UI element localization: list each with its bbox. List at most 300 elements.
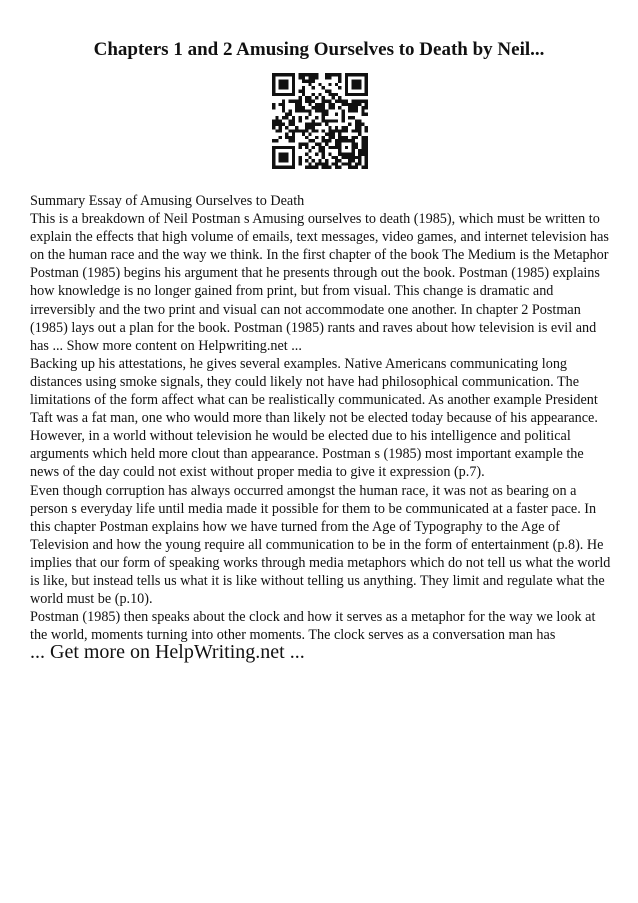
qr-module xyxy=(328,103,331,106)
qr-module xyxy=(355,166,358,169)
qr-module xyxy=(315,129,318,132)
qr-module xyxy=(351,152,354,155)
qr-module xyxy=(318,83,321,86)
qr-module xyxy=(322,129,325,132)
qr-module xyxy=(345,80,348,83)
qr-module xyxy=(308,166,311,169)
qr-module xyxy=(289,136,292,139)
qr-module xyxy=(322,106,325,109)
qr-module xyxy=(342,103,345,106)
qr-module xyxy=(325,162,328,165)
qr-module xyxy=(318,162,321,165)
qr-module xyxy=(315,76,318,79)
qr-module xyxy=(308,96,311,99)
qr-module xyxy=(272,159,275,162)
qr-module xyxy=(351,86,354,89)
qr-module xyxy=(282,103,285,106)
qr-module xyxy=(285,133,288,136)
qr-module xyxy=(272,123,275,126)
qr-module xyxy=(322,156,325,159)
qr-module xyxy=(279,126,282,129)
qr-module xyxy=(298,99,301,102)
qr-module xyxy=(365,139,368,142)
qr-module xyxy=(305,123,308,126)
qr-module xyxy=(292,119,295,122)
qr-module xyxy=(361,146,364,149)
qr-module xyxy=(282,123,285,126)
qr-module xyxy=(338,96,341,99)
qr-module xyxy=(298,96,301,99)
qr-module xyxy=(358,80,361,83)
qr-module xyxy=(282,156,285,159)
qr-module xyxy=(292,133,295,136)
qr-module xyxy=(361,73,364,76)
qr-module xyxy=(365,106,368,109)
qr-module xyxy=(315,73,318,76)
qr-module xyxy=(358,119,361,122)
qr-module xyxy=(338,136,341,139)
qr-module xyxy=(325,113,328,116)
qr-module xyxy=(322,116,325,119)
qr-module xyxy=(345,136,348,139)
qr-module xyxy=(289,166,292,169)
qr-module xyxy=(292,136,295,139)
qr-module xyxy=(282,109,285,112)
qr-module xyxy=(279,129,282,132)
qr-module xyxy=(365,156,368,159)
qr-module xyxy=(295,129,298,132)
qr-module xyxy=(275,116,278,119)
qr-module xyxy=(322,86,325,89)
get-more-link[interactable]: ... Get more on HelpWriting.net ... xyxy=(30,641,305,663)
qr-module xyxy=(298,116,301,119)
qr-module xyxy=(335,166,338,169)
qr-module xyxy=(355,83,358,86)
qr-module xyxy=(322,146,325,149)
qr-module xyxy=(338,129,341,132)
qr-module xyxy=(298,106,301,109)
qr-module xyxy=(318,123,321,126)
qr-module xyxy=(282,106,285,109)
qr-module xyxy=(322,96,325,99)
qr-code-icon[interactable] xyxy=(272,73,368,169)
qr-module xyxy=(328,133,331,136)
qr-module xyxy=(312,106,315,109)
qr-module xyxy=(279,166,282,169)
qr-module xyxy=(272,76,275,79)
qr-module xyxy=(275,146,278,149)
qr-module xyxy=(305,152,308,155)
qr-module xyxy=(272,156,275,159)
qr-module xyxy=(279,86,282,89)
qr-module xyxy=(332,136,335,139)
qr-module xyxy=(308,149,311,152)
qr-module xyxy=(328,166,331,169)
qr-module xyxy=(351,149,354,152)
qr-module xyxy=(365,99,368,102)
qr-module xyxy=(272,162,275,165)
qr-module xyxy=(285,156,288,159)
qr-module xyxy=(365,162,368,165)
qr-module xyxy=(361,166,364,169)
qr-module xyxy=(318,146,321,149)
qr-module xyxy=(358,159,361,162)
qr-module xyxy=(302,73,305,76)
qr-module xyxy=(338,143,341,146)
qr-module xyxy=(348,156,351,159)
qr-module xyxy=(312,93,315,96)
qr-module xyxy=(295,103,298,106)
qr-module xyxy=(279,119,282,122)
qr-module xyxy=(275,119,278,122)
qr-module xyxy=(351,116,354,119)
qr-module xyxy=(298,90,301,93)
document-title: Chapters 1 and 2 Amusing Ourselves to Death by Neil... xyxy=(93,39,545,60)
qr-module xyxy=(279,152,282,155)
qr-module xyxy=(335,156,338,159)
qr-module xyxy=(345,90,348,93)
qr-module xyxy=(282,146,285,149)
qr-module xyxy=(365,136,368,139)
qr-module xyxy=(282,86,285,89)
qr-module xyxy=(308,133,311,136)
qr-module xyxy=(282,93,285,96)
qr-module xyxy=(355,73,358,76)
qr-module xyxy=(328,126,331,129)
qr-module xyxy=(292,159,295,162)
qr-module xyxy=(345,126,348,129)
qr-module xyxy=(308,123,311,126)
qr-module xyxy=(298,73,301,76)
qr-module xyxy=(351,129,354,132)
qr-module xyxy=(328,139,331,142)
qr-module xyxy=(348,152,351,155)
qr-module xyxy=(295,126,298,129)
qr-module xyxy=(292,80,295,83)
qr-module xyxy=(289,146,292,149)
qr-module xyxy=(358,73,361,76)
qr-module xyxy=(348,103,351,106)
qr-module xyxy=(282,73,285,76)
qr-module xyxy=(292,93,295,96)
qr-module xyxy=(332,73,335,76)
qr-module xyxy=(308,99,311,102)
qr-module xyxy=(335,126,338,129)
qr-module xyxy=(295,99,298,102)
qr-module xyxy=(302,106,305,109)
qr-module xyxy=(361,143,364,146)
qr-module xyxy=(305,80,308,83)
qr-module xyxy=(289,119,292,122)
qr-module xyxy=(289,73,292,76)
qr-module xyxy=(342,109,345,112)
qr-module xyxy=(345,93,348,96)
qr-module xyxy=(342,156,345,159)
qr-module xyxy=(302,80,305,83)
qr-module xyxy=(335,146,338,149)
qr-module xyxy=(365,166,368,169)
qr-module xyxy=(298,146,301,149)
qr-module xyxy=(279,159,282,162)
qr-module xyxy=(351,166,354,169)
qr-module xyxy=(351,136,354,139)
qr-module xyxy=(305,109,308,112)
qr-module xyxy=(365,113,368,116)
qr-module xyxy=(292,149,295,152)
qr-module xyxy=(365,103,368,106)
qr-module xyxy=(292,83,295,86)
qr-module xyxy=(335,113,338,116)
qr-module xyxy=(308,80,311,83)
qr-module xyxy=(355,129,358,132)
qr-module xyxy=(285,136,288,139)
qr-module xyxy=(361,109,364,112)
qr-module xyxy=(325,133,328,136)
qr-module xyxy=(272,106,275,109)
qr-module xyxy=(332,162,335,165)
qr-module xyxy=(351,139,354,142)
qr-module xyxy=(358,99,361,102)
qr-module xyxy=(292,90,295,93)
qr-module xyxy=(315,143,318,146)
qr-module xyxy=(342,152,345,155)
qr-module xyxy=(292,166,295,169)
qr-module xyxy=(272,90,275,93)
qr-module xyxy=(282,116,285,119)
qr-module xyxy=(322,119,325,122)
qr-module xyxy=(322,136,325,139)
qr-module xyxy=(312,80,315,83)
qr-module xyxy=(348,159,351,162)
qr-module xyxy=(292,73,295,76)
qr-module xyxy=(325,73,328,76)
qr-module xyxy=(328,93,331,96)
qr-module xyxy=(332,103,335,106)
qr-module xyxy=(305,126,308,129)
qr-module xyxy=(318,109,321,112)
qr-module xyxy=(338,76,341,79)
qr-module xyxy=(308,139,311,142)
qr-module xyxy=(305,143,308,146)
qr-module xyxy=(328,76,331,79)
qr-module xyxy=(292,99,295,102)
qr-module xyxy=(272,119,275,122)
qr-module xyxy=(345,146,348,149)
qr-module xyxy=(298,129,301,132)
qr-module xyxy=(328,90,331,93)
qr-module xyxy=(345,86,348,89)
qr-module xyxy=(325,139,328,142)
qr-module xyxy=(348,139,351,142)
qr-module xyxy=(328,99,331,102)
qr-module xyxy=(325,99,328,102)
qr-module xyxy=(355,86,358,89)
qr-module xyxy=(361,149,364,152)
qr-module xyxy=(272,152,275,155)
qr-module xyxy=(355,143,358,146)
qr-module xyxy=(302,86,305,89)
qr-module xyxy=(302,93,305,96)
qr-module xyxy=(312,159,315,162)
qr-module xyxy=(342,113,345,116)
qr-module xyxy=(315,162,318,165)
qr-module xyxy=(345,129,348,132)
qr-module xyxy=(279,123,282,126)
qr-module xyxy=(342,119,345,122)
qr-module xyxy=(351,146,354,149)
qr-module xyxy=(279,93,282,96)
qr-module xyxy=(272,126,275,129)
qr-module xyxy=(342,126,345,129)
qr-module xyxy=(285,146,288,149)
qr-module xyxy=(312,99,315,102)
qr-module xyxy=(355,146,358,149)
qr-module xyxy=(302,133,305,136)
qr-module xyxy=(308,83,311,86)
qr-module xyxy=(285,126,288,129)
qr-module xyxy=(361,136,364,139)
qr-module xyxy=(338,159,341,162)
qr-module xyxy=(272,149,275,152)
qr-module xyxy=(308,113,311,116)
qr-module xyxy=(361,113,364,116)
qr-module xyxy=(365,152,368,155)
qr-module xyxy=(328,83,331,86)
qr-module xyxy=(275,139,278,142)
qr-module xyxy=(305,166,308,169)
qr-module xyxy=(292,123,295,126)
qr-module xyxy=(295,109,298,112)
qr-module xyxy=(342,116,345,119)
qr-module xyxy=(318,106,321,109)
qr-module xyxy=(289,123,292,126)
qr-module xyxy=(325,90,328,93)
qr-module xyxy=(345,73,348,76)
qr-module xyxy=(325,143,328,146)
qr-module xyxy=(355,99,358,102)
qr-module xyxy=(322,149,325,152)
qr-module xyxy=(338,86,341,89)
qr-module xyxy=(285,152,288,155)
qr-module xyxy=(282,152,285,155)
qr-module xyxy=(275,166,278,169)
qr-module xyxy=(348,116,351,119)
qr-module xyxy=(292,116,295,119)
qr-module xyxy=(338,106,341,109)
qr-module xyxy=(358,126,361,129)
qr-module xyxy=(275,93,278,96)
qr-module xyxy=(315,109,318,112)
qr-module xyxy=(358,83,361,86)
qr-module xyxy=(355,123,358,126)
qr-module xyxy=(335,83,338,86)
qr-module xyxy=(351,109,354,112)
qr-module xyxy=(275,123,278,126)
qr-module xyxy=(322,166,325,169)
qr-module xyxy=(335,143,338,146)
qr-module xyxy=(328,129,331,132)
qr-module xyxy=(272,146,275,149)
qr-module xyxy=(289,99,292,102)
qr-module xyxy=(272,93,275,96)
qr-module xyxy=(322,99,325,102)
qr-module xyxy=(298,162,301,165)
qr-module xyxy=(295,106,298,109)
qr-module xyxy=(289,129,292,132)
qr-module xyxy=(272,83,275,86)
qr-module xyxy=(292,76,295,79)
qr-module xyxy=(279,80,282,83)
qr-module xyxy=(298,76,301,79)
qr-module xyxy=(328,152,331,155)
qr-module xyxy=(332,96,335,99)
qr-module xyxy=(328,73,331,76)
qr-module xyxy=(305,146,308,149)
qr-module xyxy=(348,106,351,109)
qr-module xyxy=(275,73,278,76)
qr-module xyxy=(365,80,368,83)
qr-module xyxy=(305,116,308,119)
qr-module xyxy=(322,109,325,112)
qr-module xyxy=(292,162,295,165)
qr-module xyxy=(338,80,341,83)
qr-module xyxy=(292,156,295,159)
qr-module xyxy=(361,123,364,126)
paragraph-clock: Postman (1985) then speaks about the clock and how it serves as a metaphor for the way we look at the world, moments turning into other moments. The clock serves as a conversation man has xyxy=(30,609,596,644)
qr-module xyxy=(312,119,315,122)
qr-module xyxy=(365,93,368,96)
qr-module xyxy=(358,129,361,132)
essay-heading: Summary Essay of Amusing Ourselves to Death xyxy=(30,193,305,209)
qr-module xyxy=(348,73,351,76)
qr-module xyxy=(332,133,335,136)
qr-module xyxy=(338,166,341,169)
qr-module xyxy=(348,109,351,112)
qr-module xyxy=(335,73,338,76)
qr-module xyxy=(302,109,305,112)
qr-module xyxy=(335,93,338,96)
qr-module xyxy=(332,146,335,149)
qr-module xyxy=(355,80,358,83)
qr-module xyxy=(272,73,275,76)
qr-module xyxy=(335,159,338,162)
qr-module xyxy=(355,106,358,109)
qr-module xyxy=(315,116,318,119)
qr-module xyxy=(358,86,361,89)
qr-module xyxy=(328,136,331,139)
qr-module xyxy=(302,143,305,146)
paragraph-examples: Backing up his attestations, he gives several examples. Native Americans communicating long distances using smoke signals, they could likely not have had philosophical communication. The limitations of the form affect what can be realistically communicated. As another example President Taft was a fat man, one who would more than likely not be elected today because of his appearance. However, in a world without television he would be elected due to his intelligence and political arguments which held more clout than appearance. Postman s (1985) most important example the news of the day could not exist without proper media to give it expression (p.7). xyxy=(30,355,598,481)
qr-module xyxy=(272,139,275,142)
qr-module xyxy=(365,76,368,79)
qr-module xyxy=(322,103,325,106)
qr-module xyxy=(361,106,364,109)
qr-module xyxy=(351,156,354,159)
qr-module xyxy=(365,126,368,129)
qr-module xyxy=(355,162,358,165)
qr-module xyxy=(338,149,341,152)
qr-module xyxy=(348,162,351,165)
qr-module xyxy=(358,156,361,159)
qr-module xyxy=(345,139,348,142)
qr-module xyxy=(351,83,354,86)
qr-module xyxy=(285,93,288,96)
qr-module xyxy=(322,162,325,165)
qr-module xyxy=(365,73,368,76)
qr-module xyxy=(355,156,358,159)
qr-module xyxy=(335,139,338,142)
qr-module xyxy=(365,143,368,146)
